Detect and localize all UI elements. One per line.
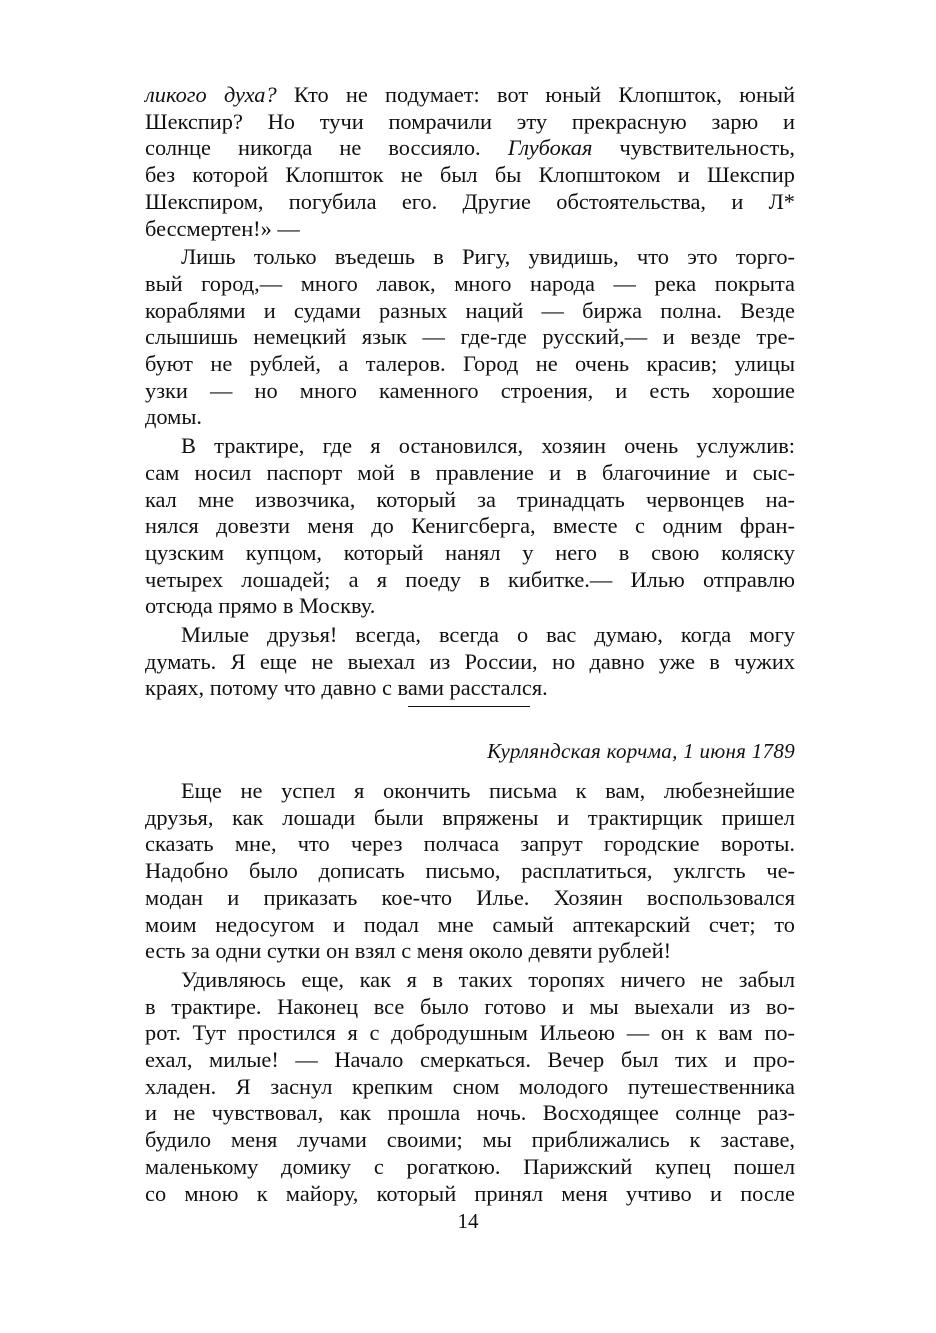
- text-line: со мною к майору, который принял меня учтиво и после: [145, 1180, 795, 1206]
- text-line: и не чувствовал, как прошла ночь. Восходящее солнце раз-: [145, 1100, 795, 1126]
- text-line: ликого духа? Кто не подумает: вот юный Клопшток, юный: [145, 82, 795, 107]
- text-line: думать. Я еще не выехал из России, но давно уже в чужих: [145, 648, 795, 674]
- paragraph-4: [145, 622, 795, 702]
- text-line: кал мне извозчика, который за тринадцать червонцев на-: [145, 486, 795, 512]
- text-line: ехал, милые! — Начало смеркаться. Вечер был тих и про-: [145, 1047, 795, 1073]
- section-divider: [408, 706, 530, 707]
- paragraph-5: [145, 778, 795, 965]
- italic-phrase: ликого духа?: [145, 82, 277, 107]
- text-line: будило меня лучами своими; мы приближались к заставе,: [145, 1127, 795, 1153]
- text-line: Лишь только въедешь в Ригу, увидишь, что это торго-: [181, 244, 795, 270]
- text-line: маленькому домику с рогаткою. Парижский купец пошел: [145, 1153, 795, 1179]
- text-line: Шекспир? Но тучи помрачили эту прекрасную зарю и: [145, 108, 795, 134]
- text-line: слышишь немецкий язык — где-где русский,— и везде тре-: [145, 324, 795, 350]
- text-line: четырех лошадей; а я поеду в кибитке.— Илью отправлю: [145, 566, 795, 592]
- text-line: В трактире, где я остановился, хозяин очень услужлив:: [181, 433, 795, 459]
- letter-text-top: [145, 82, 795, 702]
- paragraph-1: [145, 82, 795, 242]
- text-line: сам носил паспорт мой в правление и в благочиние и сыс-: [145, 459, 795, 485]
- text-line: нялся довезти меня до Кенигсберга, вместе с одним фран-: [145, 513, 795, 539]
- text-line: вый город,— много лавок, много народа — река покрыта: [145, 270, 795, 296]
- text-line: цузским купцом, который нанял у него в свою коляску: [145, 539, 795, 565]
- text-line: кораблями и судами разных наций — биржа полна. Везде: [145, 297, 795, 323]
- text-line: моим недосугом и подал мне самый аптекарский счет; то: [145, 911, 795, 937]
- text-line: Еще не успел я окончить письма к вам, любезнейшие: [181, 778, 795, 803]
- text-line: Милые друзья! всегда, всегда о вас думаю, когда могу: [181, 622, 795, 648]
- text-line: без которой Клопшток не был бы Клопштоком и Шекспир: [145, 162, 795, 188]
- letter-text-bottom: [145, 778, 795, 1207]
- text-line: в трактире. Наконец все было готово и мы выехали из во-: [145, 993, 795, 1019]
- text-line: Удивляюсь еще, как я в таких торопях ничего не забыл: [181, 966, 795, 992]
- text-line: краях, потому что давно с вами расстался.: [145, 675, 548, 701]
- text-line: рот. Тут простился я с добродушным Ильеою — он к вам по-: [145, 1020, 795, 1046]
- paragraph-6: [145, 967, 795, 1207]
- text-line: узки — но много каменного строения, и есть хорошие: [145, 377, 795, 403]
- text-line: бессмертен!» —: [145, 215, 300, 241]
- text-line: буют не рублей, а талеров. Город не очень красив; улицы: [145, 351, 795, 377]
- text-line: друзья, как лошади были впряжены и трактирщик пришел: [145, 804, 795, 830]
- dateline: Курляндская корчма, 1 июня 1789: [487, 739, 795, 763]
- text-line: Шекспиром, погубила его. Другие обстоятельства, и Л*: [145, 188, 795, 214]
- text-line: сказать мне, что через полчаса запрут городские вороты.: [145, 831, 795, 857]
- text-line: домы.: [145, 404, 202, 430]
- text-line: модан и приказать кое-что Илье. Хозяин воспользовался: [145, 884, 795, 910]
- paragraph-3: [145, 433, 795, 620]
- text-line: есть за одни сутки он взял с меня около девяти рублей!: [145, 938, 672, 964]
- paragraph-2: [145, 244, 795, 431]
- italic-word: Глубокая: [507, 135, 593, 161]
- text-line: отсюда прямо в Москву.: [145, 593, 376, 619]
- text-line: солнце никогда не воссияло. Глубокая чувствительность,: [145, 135, 795, 161]
- text-line: хладен. Я заснул крепким сном молодого путешественника: [145, 1073, 795, 1099]
- text-line: Надобно было дописать письмо, расплатиться, уклгсть че-: [145, 858, 795, 884]
- page-number: 14: [457, 1209, 479, 1233]
